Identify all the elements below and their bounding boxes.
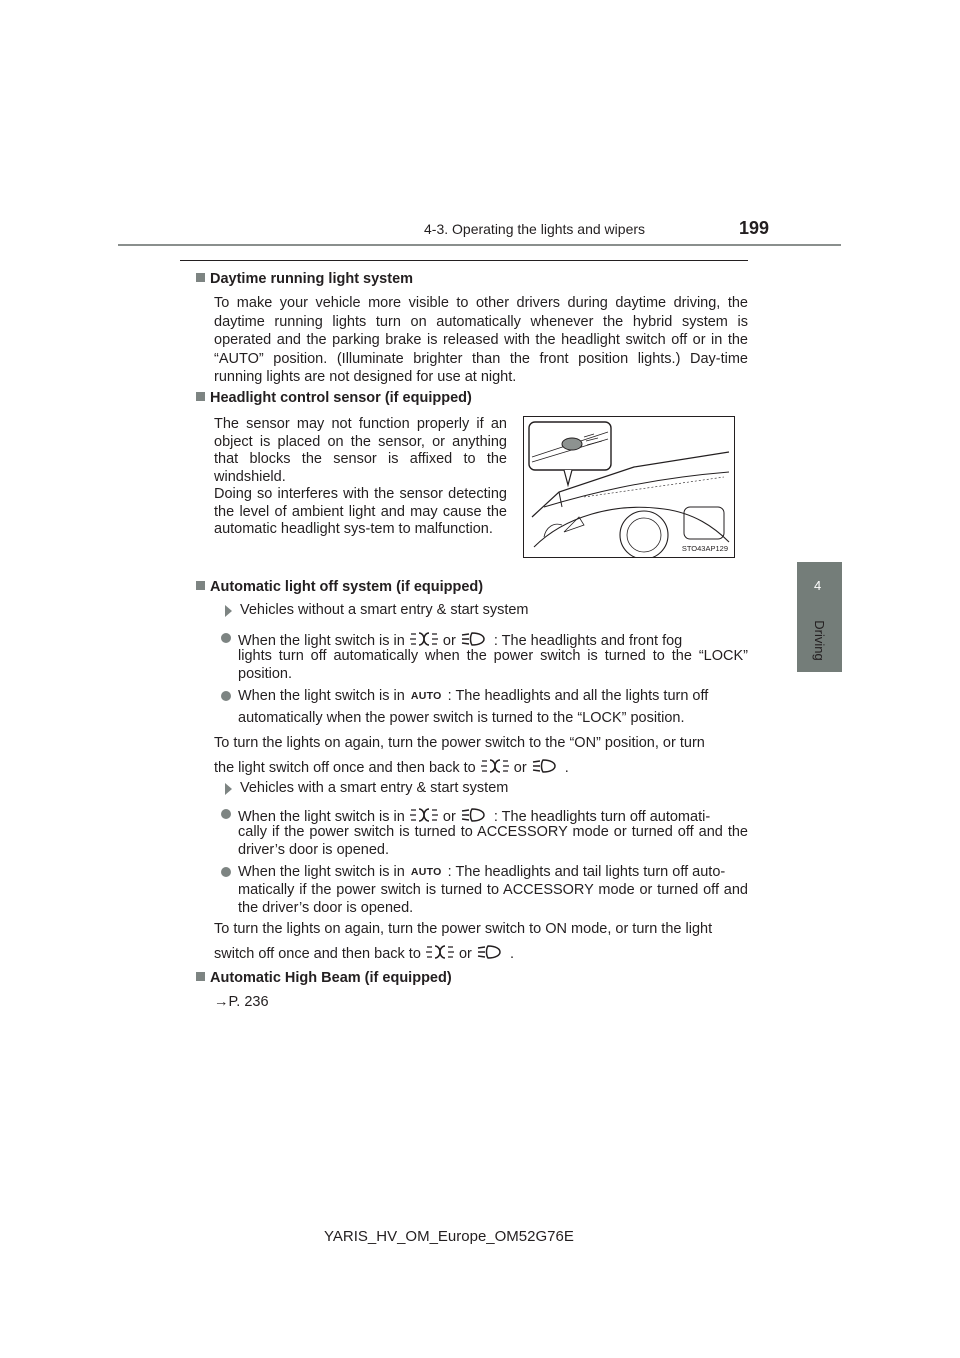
headlight-icon — [531, 757, 561, 779]
tail-light-icon — [480, 757, 510, 779]
bullet-3: When the light switch is in or : The headlights turn off automati- — [238, 806, 748, 828]
bullet-2: When the light switch is in AUTO : The headlights and all the lights turn off — [238, 688, 708, 704]
bullet-1: When the light switch is in or : The headlights and front fog — [238, 630, 748, 652]
heading-auto-off: Automatic light off system (if equipped) — [196, 579, 483, 595]
auto-icon: AUTO — [410, 866, 442, 878]
chapter-number: 4 — [814, 578, 822, 593]
subheading-smart-entry: Vehicles with a smart entry & start system — [240, 780, 508, 796]
section-title: 4-3. Operating the lights and wipers — [424, 221, 646, 237]
page-number: 199 — [739, 218, 770, 238]
document-id: YARIS_HV_OM_Europe_OM52G76E — [324, 1228, 574, 1245]
bullet-1-text: lights turn off automatically when the power switch is turned to the “LOCK” position. — [238, 648, 748, 682]
chapter-label: Driving — [812, 620, 827, 661]
para-1-line-2: the light switch off once and then back to or . — [214, 757, 569, 779]
page-reference-link[interactable]: →P. 236 — [214, 994, 269, 1010]
heading-ahb: Automatic High Beam (if equipped) — [196, 970, 452, 986]
bullet-2-text: automatically when the power switch is turned to the “LOCK” position. — [238, 710, 685, 726]
para-2-line-1: To turn the lights on again, turn the power switch to ON mode, or turn the light — [214, 921, 713, 937]
sensor-body-2: Doing so interferes with the sensor detecting the level of ambient light and may cause the automatic headlight sys-tem to malfunction. — [214, 486, 507, 538]
subheading-no-smart-entry: Vehicles without a smart entry & start system — [240, 602, 529, 618]
bullet-4-text: matically if the power switch is turned to ACCESSORY mode or turned off and the driver’s door is opened. — [238, 882, 748, 916]
heading-sensor: Headlight control sensor (if equipped) — [196, 390, 472, 406]
section-rule — [180, 260, 748, 261]
drl-body: To make your vehicle more visible to other drivers during daytime driving, the daytime running lights turn on automatically whenever the hybrid system is operated and the parking brake is released with the headlight switch off or in the “AUTO” position. (Illuminate brighter than the front position lights.) Day-time running lights are not designed for use at night. — [214, 295, 748, 386]
figure-code: STO43AP129 — [681, 544, 728, 553]
heading-drl: Daytime running light system — [196, 271, 413, 287]
dashboard-illustration — [524, 417, 734, 557]
header-rule — [118, 244, 841, 246]
bullet-4: When the light switch is in AUTO : The headlights and tail lights turn off auto- — [238, 864, 725, 880]
bullet-3-text: cally if the power switch is turned to ACCESSORY mode or turned off and the driver’s door is opened. — [238, 824, 748, 858]
auto-icon: AUTO — [410, 690, 442, 702]
sensor-figure — [523, 416, 735, 558]
sensor-body: The sensor may not function properly if an object is placed on the sensor, or anything that blocks the sensor is affixed to the windshield. — [214, 416, 507, 486]
tail-light-icon — [425, 943, 455, 965]
para-2-line-2: switch off once and then back to or . — [214, 943, 514, 965]
headlight-icon — [476, 943, 506, 965]
para-1-line-1: To turn the lights on again, turn the power switch to the “ON” position, or turn — [214, 735, 705, 751]
